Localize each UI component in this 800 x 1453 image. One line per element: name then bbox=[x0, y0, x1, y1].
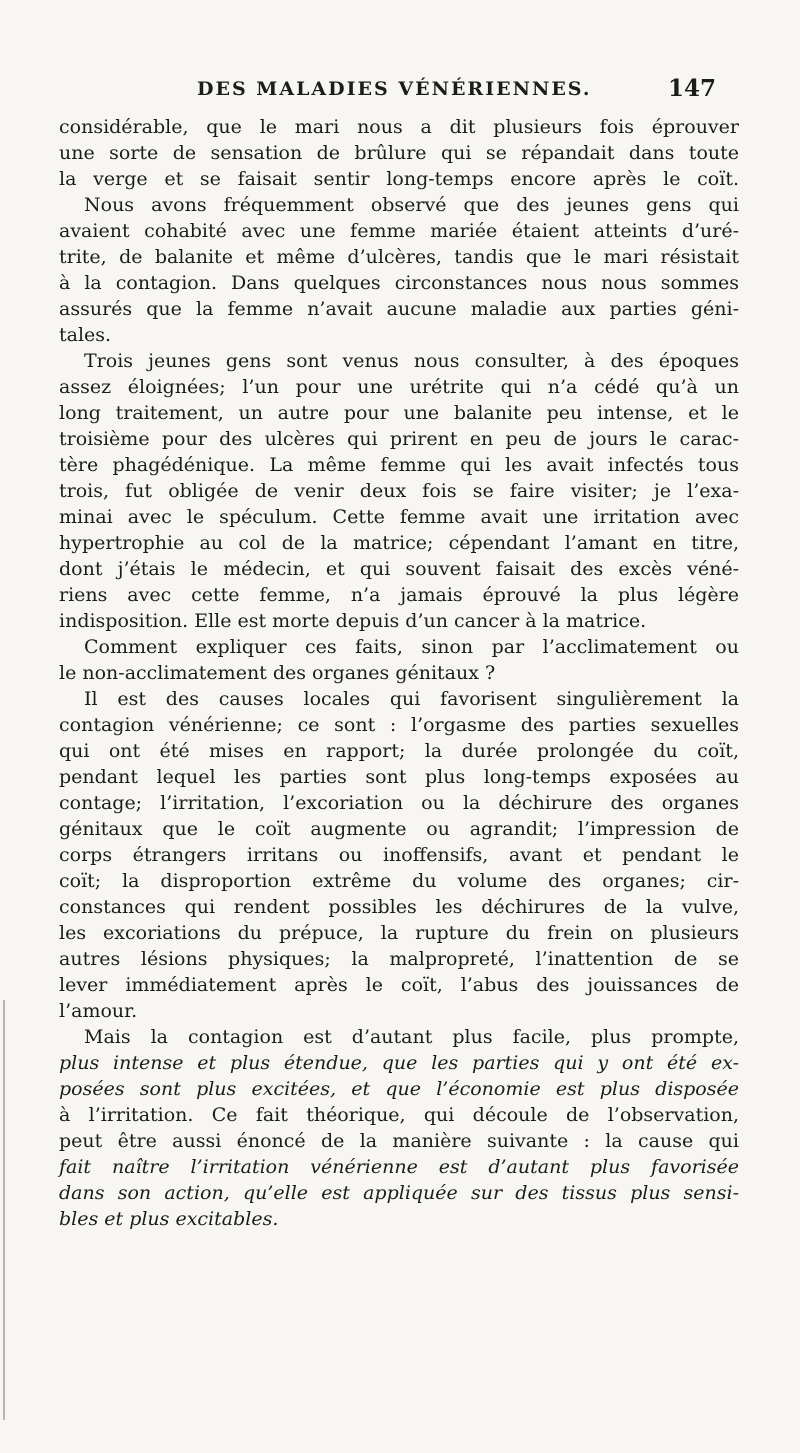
text-line: bles et plus excitables. bbox=[59, 1208, 279, 1230]
running-title: DES MALADIES VÉNÉRIENNES. bbox=[197, 78, 592, 100]
text-line: le non-acclimatement des organes génitaux ? bbox=[59, 662, 496, 684]
text-line: autres lésions physiques; la malpropreté, l’inattention de se bbox=[59, 948, 739, 970]
text-line: avaient cohabité avec une femme mariée étaient atteints d’uré- bbox=[59, 220, 739, 242]
text-line: Comment expliquer ces faits, sinon par l’acclimatement ou bbox=[84, 636, 739, 658]
text-line: Trois jeunes gens sont venus nous consulter, à des époques bbox=[84, 350, 739, 372]
body-text bbox=[59, 114, 739, 1232]
text-line: indisposition. Elle est morte depuis d’un cancer à la matrice. bbox=[59, 610, 647, 632]
text-line: génitaux que le coït augmente ou agrandit; l’impression de bbox=[59, 818, 739, 840]
binding-shadow bbox=[3, 1000, 5, 1420]
text-line: minai avec le spéculum. Cette femme avait une irritation avec bbox=[59, 506, 739, 528]
text-line: trois, fut obligée de venir deux fois se faire visiter; je l’exa- bbox=[59, 480, 739, 502]
text-line: Mais la contagion est d’autant plus facile, plus prompte, bbox=[84, 1026, 739, 1048]
text-line: les excoriations du prépuce, la rupture du frein on plusieurs bbox=[59, 922, 739, 944]
text-line: fait naître l’irritation vénérienne est d’autant plus favorisée bbox=[59, 1156, 739, 1178]
text-line: assurés que la femme n’avait aucune maladie aux parties géni- bbox=[59, 298, 739, 320]
text-line: long traitement, un autre pour une balanite peu intense, et le bbox=[59, 402, 739, 424]
text-line: une sorte de sensation de brûlure qui se répandait dans toute bbox=[59, 142, 739, 164]
text-line: constances qui rendent possibles les déchirures de la vulve, bbox=[59, 896, 739, 918]
page-number: 147 bbox=[668, 75, 717, 102]
text-line: considérable, que le mari nous a dit plusieurs fois éprouver bbox=[59, 116, 739, 138]
text-line: corps étrangers irritans ou inoffensifs, avant et pendant le bbox=[59, 844, 739, 866]
text-line: plus intense et plus étendue, que les parties qui y ont été ex- bbox=[59, 1052, 739, 1074]
text-line: dans son action, qu’elle est appliquée sur des tissus plus sensi- bbox=[59, 1182, 739, 1204]
text-line: lever immédiatement après le coït, l’abus des jouissances de bbox=[59, 974, 739, 996]
text-line: dont j’étais le médecin, et qui souvent faisait des excès véné- bbox=[59, 558, 739, 580]
text-line: peut être aussi énoncé de la manière suivante : la cause qui bbox=[59, 1130, 739, 1152]
text-line: à la contagion. Dans quelques circonstances nous nous sommes bbox=[59, 272, 739, 294]
text-line: contage; l’irritation, l’excoriation ou la déchirure des organes bbox=[59, 792, 739, 814]
text-line: tère phagédénique. La même femme qui les avait infectés tous bbox=[59, 454, 739, 476]
text-line: la verge et se faisait sentir long-temps encore après le coït. bbox=[59, 168, 739, 190]
text-line: tales. bbox=[59, 324, 112, 346]
text-line: à l’irritation. Ce fait théorique, qui découle de l’observation, bbox=[59, 1104, 739, 1126]
text-line: riens avec cette femme, n’a jamais éprouvé la plus légère bbox=[59, 584, 739, 606]
text-line: contagion vénérienne; ce sont : l’orgasme des parties sexuelles bbox=[59, 714, 739, 736]
text-line: assez éloignées; l’un pour une urétrite qui n’a cédé qu’à un bbox=[59, 376, 739, 398]
text-line: Nous avons fréquemment observé que des jeunes gens qui bbox=[84, 194, 739, 216]
text-line: Il est des causes locales qui favorisent singulièrement la bbox=[84, 688, 739, 710]
text-line: trite, de balanite et même d’ulcères, tandis que le mari résistait bbox=[59, 246, 739, 268]
text-line: troisième pour des ulcères qui prirent en peu de jours le carac- bbox=[59, 428, 739, 450]
text-line: coït; la disproportion extrême du volume des organes; cir- bbox=[59, 870, 739, 892]
text-line: posées sont plus excitées, et que l’économie est plus disposée bbox=[59, 1078, 739, 1100]
text-line: l’amour. bbox=[59, 1000, 138, 1022]
page-header bbox=[0, 75, 800, 108]
text-line: pendant lequel les parties sont plus long-temps exposées au bbox=[59, 766, 739, 788]
text-line: hypertrophie au col de la matrice; cépendant l’amant en titre, bbox=[59, 532, 739, 554]
text-line: qui ont été mises en rapport; la durée prolongée du coït, bbox=[59, 740, 739, 762]
